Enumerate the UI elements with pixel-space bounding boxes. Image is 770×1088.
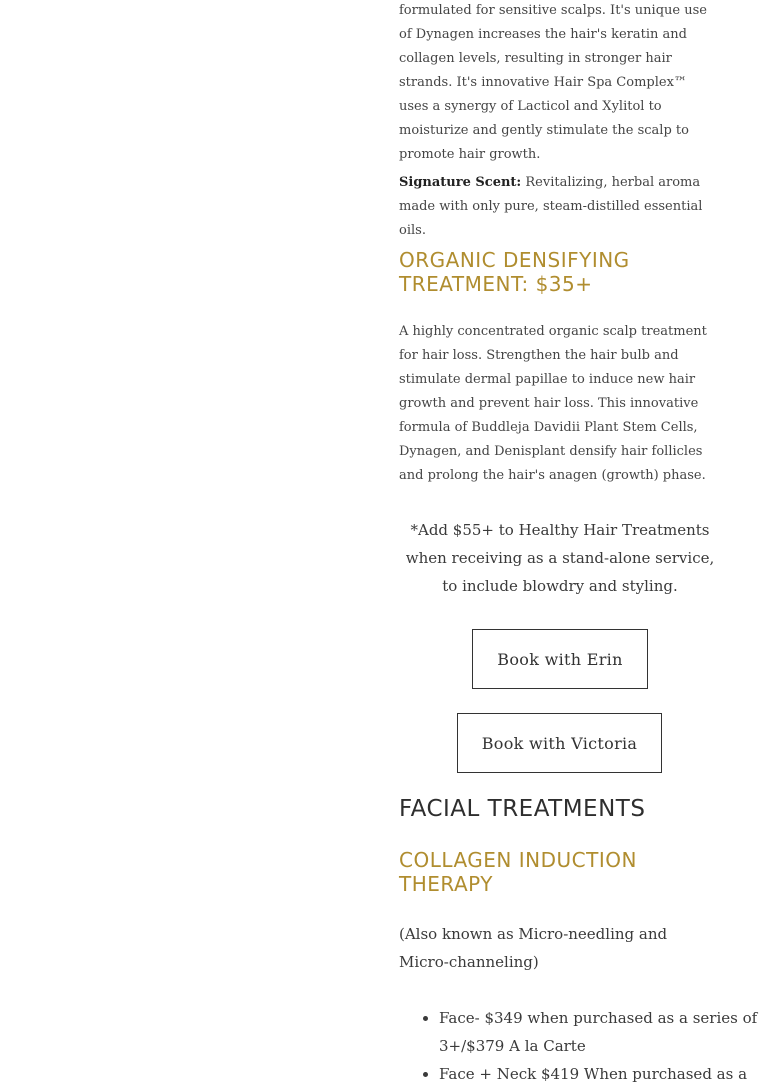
list-item: • Face- $349 when purchased as a series of 3+/$379 A la Carte: [439, 1004, 761, 1060]
densifying-title: ORGANIC DENSIFYING TREATMENT: $35+: [399, 248, 630, 296]
signature-scent-text: Revitalizing, herbal aroma made with only pure, steam-distilled essential oils.: [399, 175, 703, 238]
addon-note: *Add $55+ to Healthy Hair Treatments when receiving as a stand-alone service, to include blowdry and styling.: [405, 521, 715, 595]
collagen-title: COLLAGEN INDUCTION THERAPY: [399, 848, 637, 896]
signature-scent: [399, 171, 709, 243]
densifying-description: A highly concentrated organic scalp treatment for hair loss. Strengthen the hair bulb and stimulate dermal papillae to induce new hair growth and prevent hair loss. This innovative formula of Buddleja Davidii Plant Stem Cells, Dynagen, and Denisplant densify hair follicles and prolong the hair's anagen (growth) phase.: [399, 324, 707, 483]
signature-scent-label: Signature Scent:: [399, 175, 522, 190]
collagen-aka: (Also known as Micro-needling and Micro-channeling): [399, 925, 668, 971]
intro-paragraph: formulated for sensitive scalps. It's unique use of Dynagen increases the hair's keratin and collagen levels, resulting in stronger hair strands. It's innovative Hair Spa Complex™ uses a synergy of Lacticol and Xylitol to moisturize and gently stimulate the scalp to promote hair growth.: [399, 3, 707, 162]
book-with-victoria-button[interactable]: Book with Victoria: [457, 713, 662, 773]
list-item: • Face + Neck $419 When purchased as a: [439, 1060, 761, 1088]
facial-section-title: FACIAL TREATMENTS: [399, 796, 646, 822]
collagen-pricing-list: [399, 1004, 761, 1088]
book-with-erin-button[interactable]: Book with Erin: [472, 629, 648, 689]
